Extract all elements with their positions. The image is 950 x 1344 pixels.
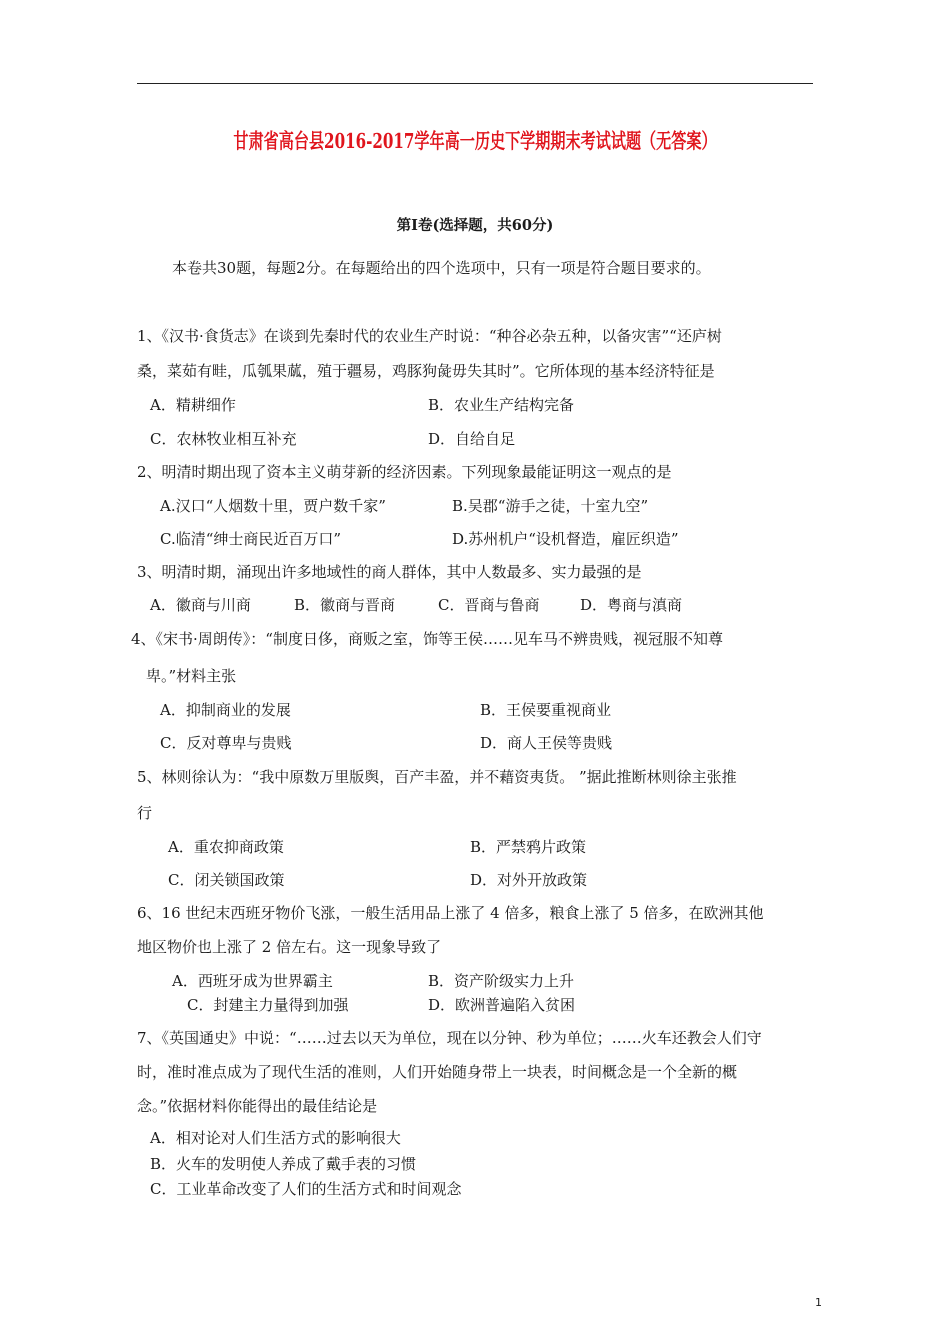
question-6-option-c: C．封建主力量得到加强 bbox=[187, 996, 349, 1014]
question-7-line-3: 念。”依据材料你能得出的最佳结论是 bbox=[137, 1097, 378, 1115]
question-3-option-b: B．徽商与晋商 bbox=[294, 596, 396, 614]
question-5-option-a: A．重农抑商政策 bbox=[168, 838, 284, 856]
question-1-line-1: 1、《汉书·食货志》在谈到先秦时代的农业生产时说：“种谷必杂五种，以备灾害”“还庐树 bbox=[137, 327, 722, 345]
top-rule bbox=[137, 83, 813, 84]
question-6-option-b: B．资产阶级实力上升 bbox=[428, 972, 575, 990]
question-6-line-2: 地区物价也上涨了 2 倍左右。这一现象导致了 bbox=[137, 938, 442, 956]
question-5-option-b: B．严禁鸦片政策 bbox=[470, 838, 587, 856]
section-title: 第Ⅰ卷(选择题，共60分) bbox=[396, 217, 554, 234]
question-7-line-2: 时，准时准点成为了现代生活的准则，人们开始随身带上一块表，时间概念是一个全新的概 bbox=[137, 1063, 738, 1081]
question-4-option-a: A．抑制商业的发展 bbox=[160, 701, 291, 719]
page-number: 1 bbox=[815, 1296, 822, 1309]
question-1-option-b: B．农业生产结构完备 bbox=[428, 396, 575, 414]
question-4-option-c: C．反对尊卑与贵贱 bbox=[160, 734, 292, 752]
question-3-line-1: 3、明清时期，涌现出许多地域性的商人群体，其中人数最多、实力最强的是 bbox=[137, 563, 642, 581]
question-2-option-b: B.吴郡“游手之徒，十室九空” bbox=[452, 497, 649, 515]
question-5-line-1: 5、林则徐认为：“我中原数万里版舆，百产丰盈，并不藉资夷货。 ”据此推断林则徐主张推 bbox=[137, 768, 737, 786]
question-7-line-1: 7、《英国通史》中说：“……过去以天为单位，现在以分钟、秒为单位；……火车还教会人们守 bbox=[137, 1029, 762, 1047]
question-5-option-c: C．闭关锁国政策 bbox=[168, 871, 285, 889]
question-1-option-a: A．精耕细作 bbox=[150, 396, 236, 414]
question-4-option-d: D．商人王侯等贵贱 bbox=[480, 734, 613, 752]
question-3-option-d: D．粤商与滇商 bbox=[580, 596, 683, 614]
question-3-option-a: A．徽商与川商 bbox=[150, 596, 251, 614]
question-5-line-2: 行 bbox=[137, 804, 153, 822]
question-3-option-c: C．晋商与鲁商 bbox=[438, 596, 540, 614]
question-7-option-c: C．工业革命改变了人们的生活方式和时间观念 bbox=[150, 1180, 462, 1198]
question-4-option-b: B．王侯要重视商业 bbox=[480, 701, 612, 719]
question-4-line-2: 卑。”材料主张 bbox=[146, 667, 237, 685]
document-title: 甘肃省高台县2016-2017学年高一历史下学期期末考试试题（无答案） bbox=[233, 129, 717, 153]
question-7-option-b: B．火车的发明使人养成了戴手表的习惯 bbox=[150, 1155, 417, 1173]
question-1-option-d: D．自给自足 bbox=[428, 430, 516, 448]
question-2-option-c: C.临清“绅士商民近百万口” bbox=[160, 530, 342, 548]
question-2-line-1: 2、明清时期出现了资本主义萌芽新的经济因素。下列现象最能证明这一观点的是 bbox=[137, 463, 672, 481]
instructions: 本卷共30题，每题2分。在每题给出的四个选项中，只有一项是符合题目要求的。 bbox=[172, 259, 711, 277]
question-7-option-a: A．相对论对人们生活方式的影响很大 bbox=[150, 1129, 401, 1147]
question-4-line-1: 4、《宋书·周朗传》：“制度日侈，商贩之室，饰等王侯……见车马不辨贵贱，视冠服不知尊 bbox=[131, 630, 723, 648]
question-5-option-d: D．对外开放政策 bbox=[470, 871, 588, 889]
question-1-line-2: 桑，菜茹有畦，瓜瓠果蓏，殖于疆易，鸡豚狗彘毋失其时”。它所体现的基本经济特征是 bbox=[137, 362, 715, 380]
question-6-line-1: 6、16 世纪末西班牙物价飞涨，一般生活用品上涨了 4 倍多，粮食上涨了 5 倍多，在欧洲其他 bbox=[137, 904, 764, 922]
question-1-option-c: C．农林牧业相互补充 bbox=[150, 430, 297, 448]
question-6-option-d: D．欧洲普遍陷入贫困 bbox=[428, 996, 576, 1014]
question-2-option-d: D.苏州机户“设机督造，雇匠织造” bbox=[452, 530, 679, 548]
question-2-option-a: A.汉口“人烟数十里，贾户数千家” bbox=[160, 497, 386, 515]
question-6-option-a: A．西班牙成为世界霸主 bbox=[172, 972, 333, 990]
